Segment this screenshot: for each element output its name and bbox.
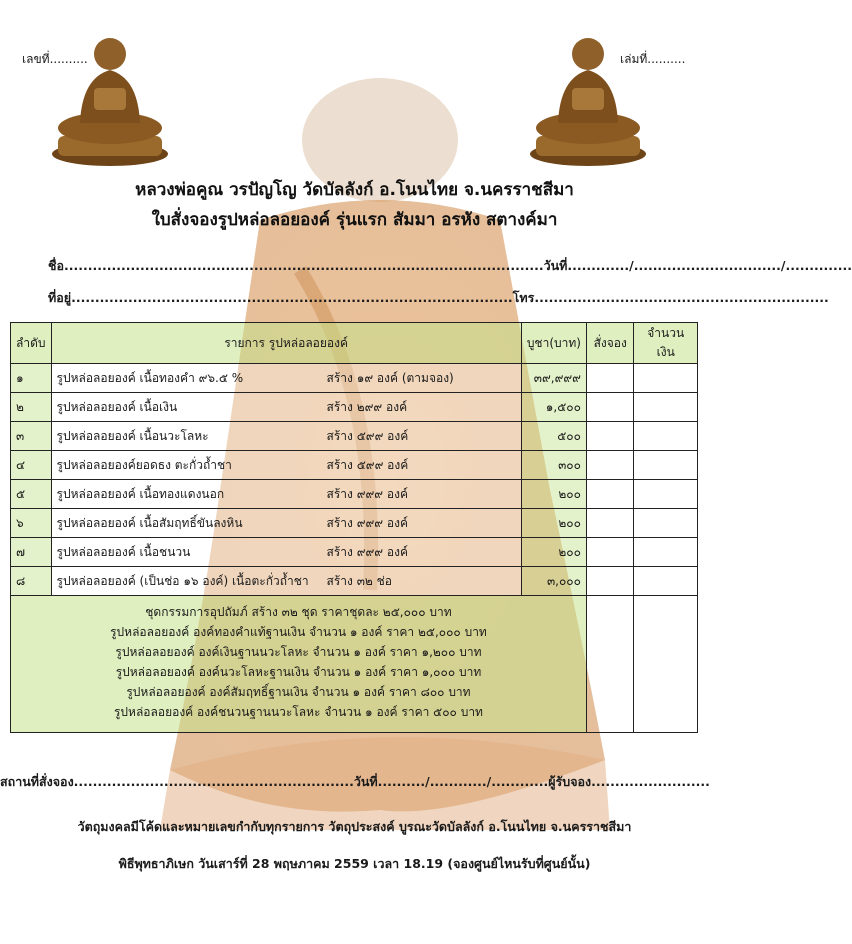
- name-date-line[interactable]: ชื่อ.....................................................................................................วันที่............./.............................../..............: [48, 258, 852, 273]
- committee-set-item: รูปหล่อลอยองค์ องค์ทองคำแท้ฐานเงิน จำนวน ๑ องค์ ราคา ๒๕,๐๐๐ บาท: [110, 625, 487, 639]
- item-price: ๓,๐๐๐: [521, 567, 586, 596]
- column-header-amount: จำนวนเงิน: [634, 323, 698, 364]
- order-table: [10, 322, 698, 733]
- item-count: สร้าง ๙๙๙ องค์: [326, 486, 408, 501]
- amount-cell[interactable]: [634, 422, 698, 451]
- monk-statue-left-image: [50, 28, 170, 168]
- amount-cell[interactable]: [634, 567, 698, 596]
- order-qty-cell[interactable]: [586, 422, 634, 451]
- item-count: สร้าง ๒๙๙ องค์: [326, 399, 408, 414]
- item-price: ๕๐๐: [521, 422, 586, 451]
- amount-cell[interactable]: [634, 393, 698, 422]
- table-row: ๗ รูปหล่อลอยองค์ เนื้อชนวน สร้าง ๙๙๙ องค์ ๒๐๐: [11, 538, 698, 567]
- amount-cell[interactable]: [634, 451, 698, 480]
- committee-set-title: ชุดกรรมการอุปถัมภ์ สร้าง ๓๒ ชุด ราคาชุดละ ๒๕,๐๐๐ บาท: [145, 605, 452, 619]
- address-phone-line[interactable]: ที่อยู่.............................................................................................โทร..............................................................: [48, 290, 829, 305]
- amount-cell[interactable]: [634, 364, 698, 393]
- item-price: ๒๐๐: [521, 538, 586, 567]
- item-name: รูปหล่อลอยองค์ (เป็นช่อ ๑๖ องค์) เนื้อตะกั่วถ้ำชา: [56, 573, 309, 588]
- item-count: สร้าง ๙๙๙ องค์: [326, 515, 408, 530]
- order-qty-cell[interactable]: [586, 509, 634, 538]
- table-row: ๘ รูปหล่อลอยองค์ (เป็นช่อ ๑๖ องค์) เนื้อตะกั่วถ้ำชา สร้าง ๓๒ ช่อ ๓,๐๐๐: [11, 567, 698, 596]
- item-count: สร้าง ๕๙๙ องค์: [326, 457, 409, 472]
- order-qty-cell[interactable]: [586, 364, 634, 393]
- amount-cell[interactable]: [634, 538, 698, 567]
- item-price: ๒๐๐: [521, 509, 586, 538]
- order-qty-cell[interactable]: [586, 596, 634, 733]
- committee-set-item: รูปหล่อลอยองค์ องค์ชนวนฐานนวะโลหะ จำนวน ๑ องค์ ราคา ๕๐๐ บาท: [113, 705, 483, 719]
- item-price: ๓๙,๙๙๙: [521, 364, 586, 393]
- amount-cell[interactable]: [634, 509, 698, 538]
- committee-set-item: รูปหล่อลอยองค์ องค์นวะโลหะฐานเงิน จำนวน ๑ องค์ ราคา ๑,๐๐๐ บาท: [115, 665, 482, 679]
- amount-cell[interactable]: [634, 480, 698, 509]
- column-header-no: ลำดับ: [11, 323, 52, 364]
- column-header-item: รายการ รูปหล่อลอยองค์: [51, 323, 521, 364]
- committee-set-item: รูปหล่อลอยองค์ องค์เงินฐานนวะโลหะ จำนวน ๑ องค์ ราคา ๑,๒๐๐ บาท: [115, 645, 482, 659]
- committee-set-row: [11, 596, 698, 733]
- order-qty-cell[interactable]: [586, 451, 634, 480]
- table-row: ๔ รูปหล่อลอยองค์ยอดธง ตะกั่วถ้ำชา สร้าง ๕๙๙ องค์ ๓๐๐: [11, 451, 698, 480]
- item-name: รูปหล่อลอยองค์ยอดธง ตะกั่วถ้ำชา: [56, 457, 232, 472]
- column-header-order: สั่งจอง: [586, 323, 634, 364]
- item-name: รูปหล่อลอยองค์ เนื้อเงิน: [56, 399, 178, 414]
- item-name: รูปหล่อลอยองค์ เนื้อทองคำ ๙๖.๕ %: [56, 370, 244, 385]
- amount-cell[interactable]: [634, 596, 698, 733]
- table-row: ๖ รูปหล่อลอยองค์ เนื้อสัมฤทธิ์ขันลงหิน สร้าง ๙๙๙ องค์ ๒๐๐: [11, 509, 698, 538]
- order-qty-cell[interactable]: [586, 480, 634, 509]
- table-row: ๑ รูปหล่อลอยองค์ เนื้อทองคำ ๙๖.๕ % สร้าง ๑๙ องค์ (ตามจอง) ๓๙,๙๙๙: [11, 364, 698, 393]
- item-name: รูปหล่อลอยองค์ เนื้อชนวน: [56, 544, 191, 559]
- ceremony-line: พิธีพุทธาภิเษก วันเสาร์ที่ 28 พฤษภาคม 2559 เวลา 18.19 (จองศูนย์ไหนรับที่ศูนย์นั้น): [118, 856, 591, 871]
- table-row: ๕ รูปหล่อลอยองค์ เนื้อทองแดงนอก สร้าง ๙๙๙ องค์ ๒๐๐: [11, 480, 698, 509]
- item-name: รูปหล่อลอยองค์ เนื้อทองแดงนอก: [56, 486, 225, 501]
- note-line: วัตถุมงคลมีโค้ดและหมายเลขกำกับทุกรายการ วัตถุประสงค์ บูรณะวัดบัลลังก์ อ.โนนไทย จ.นครราชสีมา: [77, 819, 632, 834]
- order-qty-cell[interactable]: [586, 393, 634, 422]
- item-count: สร้าง ๓๒ ช่อ: [326, 573, 392, 588]
- item-name: รูปหล่อลอยองค์ เนื้อนวะโลหะ: [56, 428, 209, 443]
- committee-set-item: รูปหล่อลอยองค์ องค์สัมฤทธิ์ฐานเงิน จำนวน ๑ องค์ ราคา ๘๐๐ บาท: [126, 685, 471, 699]
- serial-number-label: เลขที่..........: [22, 52, 88, 66]
- item-price: ๑,๕๐๐: [521, 393, 586, 422]
- item-price: ๒๐๐: [521, 480, 586, 509]
- item-count: สร้าง ๑๙ องค์ (ตามจอง): [326, 370, 454, 385]
- table-row: ๓ รูปหล่อลอยองค์ เนื้อนวะโลหะ สร้าง ๕๙๙ องค์ ๕๐๐: [11, 422, 698, 451]
- order-qty-cell[interactable]: [586, 567, 634, 596]
- column-header-price: บูชา(บาท): [521, 323, 586, 364]
- monk-statue-right-image: [528, 28, 648, 168]
- table-header-row: [11, 323, 698, 364]
- item-name: รูปหล่อลอยองค์ เนื้อสัมฤทธิ์ขันลงหิน: [56, 515, 243, 530]
- order-place-line[interactable]: สถานที่สั่งจอง...........................................................วันที่........../............/............ผู้รับจอง.........................: [0, 774, 710, 789]
- item-count: สร้าง ๕๙๙ องค์: [326, 428, 409, 443]
- book-number-label: เล่มที่..........: [620, 52, 686, 66]
- table-row: ๒ รูปหล่อลอยองค์ เนื้อเงิน สร้าง ๒๙๙ องค์ ๑,๕๐๐: [11, 393, 698, 422]
- order-qty-cell[interactable]: [586, 538, 634, 567]
- item-price: ๓๐๐: [521, 451, 586, 480]
- page-title: หลวงพ่อคูณ วรปัญโญ วัดบัลลังก์ อ.โนนไทย จ.นครราชสีมา: [135, 180, 574, 200]
- item-count: สร้าง ๙๙๙ องค์: [326, 544, 408, 559]
- page-subtitle: ใบสั่งจองรูปหล่อลอยองค์ รุ่นแรก สัมมา อรหัง สตางค์มา: [151, 210, 558, 230]
